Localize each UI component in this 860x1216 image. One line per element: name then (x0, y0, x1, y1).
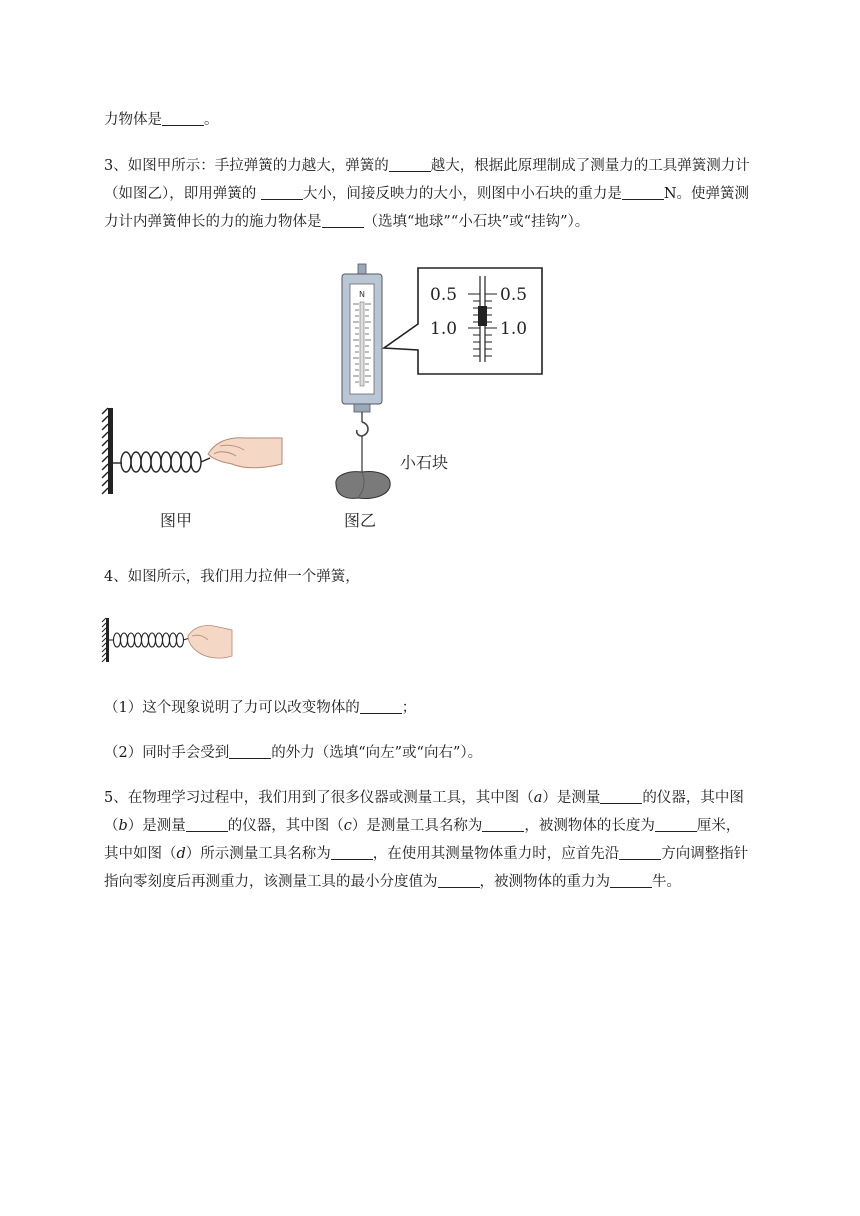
zoom-right-top: 0.5 (500, 285, 528, 305)
q3-figure (96, 258, 556, 538)
question-4-intro (104, 563, 804, 591)
answer-blank[interactable] (600, 787, 642, 804)
q5-text: ）是测量 (542, 790, 601, 806)
figure-label-jia: 图甲 (160, 511, 193, 530)
q3-text: （如图乙），即用弹簧的 (104, 186, 261, 202)
answer-blank[interactable] (261, 183, 303, 200)
q5-text: 的仪器，其中图（ (227, 818, 344, 834)
q2-text-after: 。 (204, 112, 219, 128)
q5-text: ，被测物体的重力为 (479, 874, 610, 890)
q4-spring-figure-svg (98, 612, 238, 666)
q5-text: ）是测量 (127, 818, 186, 834)
zoom-left-bottom: 1.0 (430, 319, 458, 339)
q3-text: 3、如图甲所示：手拉弹簧的力越大，弹簧的 (104, 158, 389, 174)
q5-text: ）所示测量工具名称为 (185, 846, 331, 862)
q4-sub2-text: 的外力（选填“向左”或“向右”）。 (271, 745, 483, 761)
q3-text: 力计内弹簧伸长的力的施力物体是 (104, 214, 322, 230)
answer-blank[interactable] (622, 183, 664, 200)
q4-figure (98, 612, 238, 666)
figure-ref-c: c (343, 818, 352, 834)
question-5 (104, 784, 804, 896)
q5-text: 其中如图（ (104, 846, 177, 862)
q5-text: 牛。 (652, 874, 681, 890)
stone-label: 小石块 (400, 453, 449, 472)
figure-ref-b: b (118, 818, 128, 834)
q3-line-3 (104, 208, 804, 236)
answer-blank[interactable] (389, 155, 431, 172)
q5-line-1 (104, 784, 804, 812)
answer-blank[interactable] (438, 871, 480, 888)
q5-text: ）是测量工具名称为 (351, 818, 483, 834)
answer-blank[interactable] (162, 109, 204, 126)
q5-text: 的仪器，其中图 (642, 790, 744, 806)
q3-text: 越大，根据此原理制成了测量力的工具弹簧测力计 (430, 158, 750, 174)
q5-text: 指向零刻度后再测重力，该测量工具的最小分度值为 (104, 874, 438, 890)
q4-sub1-text: （1）这个现象说明了力可以改变物体的 (104, 700, 360, 716)
q5-text: ，被测物体的长度为 (524, 818, 655, 834)
question-4-sub-2 (104, 739, 804, 767)
answer-blank[interactable] (655, 815, 697, 832)
wall-icon (102, 618, 109, 662)
q5-text: （ (104, 818, 119, 834)
q5-line-2 (104, 812, 804, 840)
meter-unit-label: N (359, 290, 365, 299)
q3-text: N。使弹簧测 (663, 186, 750, 202)
q3-text: （选填“地球”“小石块”或“挂钩”）。 (363, 214, 590, 230)
q3-text: 大小，间接反映力的大小，则图中小石块的重力是 (302, 186, 622, 202)
q5-text: 厘米， (696, 818, 741, 834)
hand-icon (188, 625, 232, 658)
figure-ref-a: a (533, 790, 543, 806)
q5-line-4 (104, 868, 804, 896)
q5-text: ，在使用其测量物体重力时，应首先沿 (372, 846, 620, 862)
q3-line-1 (104, 152, 804, 180)
question-3 (104, 152, 804, 236)
zoom-callout (384, 268, 542, 374)
spring-icon (109, 633, 190, 647)
zoom-right-bottom: 1.0 (500, 319, 528, 339)
figure-ref-d: d (176, 846, 186, 862)
figure-label-yi: 图乙 (344, 511, 377, 530)
answer-blank[interactable] (610, 871, 652, 888)
q4-sub1-text: ； (401, 700, 417, 716)
wall-icon (102, 408, 113, 494)
spring-scale-icon (342, 264, 382, 472)
answer-blank[interactable] (619, 843, 661, 860)
answer-blank[interactable] (322, 211, 364, 228)
stone-icon (336, 472, 390, 499)
question-2-tail (104, 106, 804, 134)
q5-text: 5、在物理学习过程中，我们用到了很多仪器或测量工具，其中图（ (104, 790, 534, 806)
hand-icon (208, 438, 282, 468)
answer-blank[interactable] (482, 815, 524, 832)
answer-blank[interactable] (331, 843, 373, 860)
spring-figure-svg (96, 258, 556, 538)
answer-blank[interactable] (229, 742, 271, 759)
q4-text: 4、如图所示，我们用力拉伸一个弹簧， (104, 569, 360, 585)
q5-text: 方向调整指针 (661, 846, 749, 862)
q4-sub2-text: （2）同时手会受到 (104, 745, 230, 761)
answer-blank[interactable] (360, 697, 402, 714)
spring-icon (113, 452, 210, 472)
question-4-sub-1 (104, 694, 804, 722)
zoom-left-top: 0.5 (430, 285, 458, 305)
q2-text-before: 力物体是 (104, 112, 162, 128)
q3-line-2 (104, 180, 804, 208)
q5-line-3 (104, 840, 804, 868)
answer-blank[interactable] (186, 815, 228, 832)
